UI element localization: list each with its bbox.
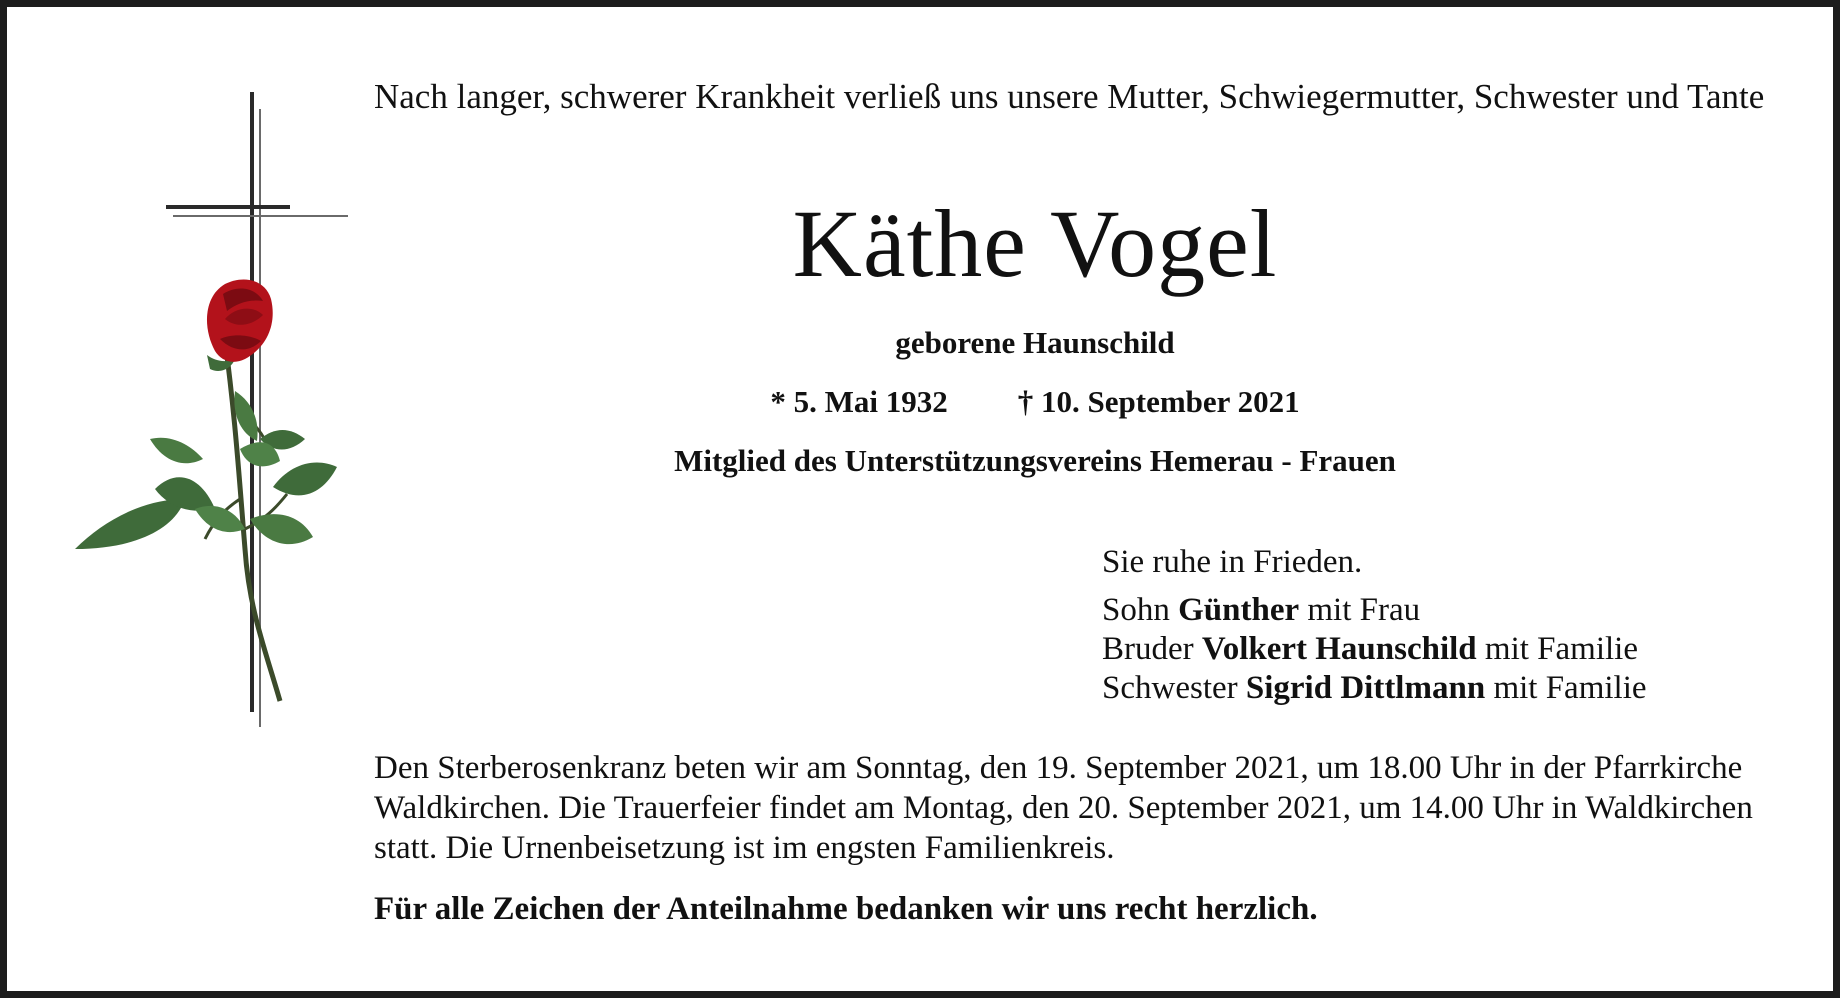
mourner-suffix: mit Frau xyxy=(1299,592,1421,628)
mourner-relation: Schwester xyxy=(1102,670,1246,706)
intro-text: Nach langer, schwerer Krankheit verließ uns unsere Mutter, Schwiegermutter, Schwester und Tante xyxy=(374,77,1765,116)
mourner-row xyxy=(1102,630,1647,669)
mourner-suffix: mit Familie xyxy=(1476,631,1638,667)
birth-date: * 5. Mai 1932 xyxy=(770,384,948,419)
mourners-block xyxy=(1102,543,1647,708)
mourner-name: Sigrid Dittlmann xyxy=(1245,670,1486,706)
death-date: † 10. September 2021 xyxy=(1017,384,1300,419)
rest-in-peace-line: Sie ruhe in Frieden. xyxy=(1102,544,1363,580)
thanks-line: Für alle Zeichen der Anteilnahme bedanken wir uns recht herzlich. xyxy=(374,891,1318,927)
ceremony-details: Den Sterberosenkranz beten wir am Sonntag, den 19. September 2021, um 18.00 Uhr in der Pfarrkirche Waldkirchen. Die Trauerfeier findet am Montag, den 20. September 2021, um 14.00 Uhr in Waldkirchen statt. Die Urnenbeisetzung ist im engsten Familienkreis. xyxy=(374,750,1753,866)
mourner-row xyxy=(1102,591,1647,630)
maiden-name: geborene Haunschild xyxy=(895,325,1175,360)
mourner-relation: Bruder xyxy=(1102,631,1202,667)
mourner-relation: Sohn xyxy=(1102,592,1179,628)
life-dates xyxy=(7,383,1840,421)
mourner-name: Günther xyxy=(1178,592,1300,628)
membership-line: Mitglied des Unterstützungsvereins Hemerau - Frauen xyxy=(674,443,1396,478)
deceased-name: Käthe Vogel xyxy=(792,190,1278,297)
mourner-row xyxy=(1102,669,1647,708)
mourner-suffix: mit Familie xyxy=(1485,670,1647,706)
mourner-name: Volkert Haunschild xyxy=(1201,631,1477,667)
